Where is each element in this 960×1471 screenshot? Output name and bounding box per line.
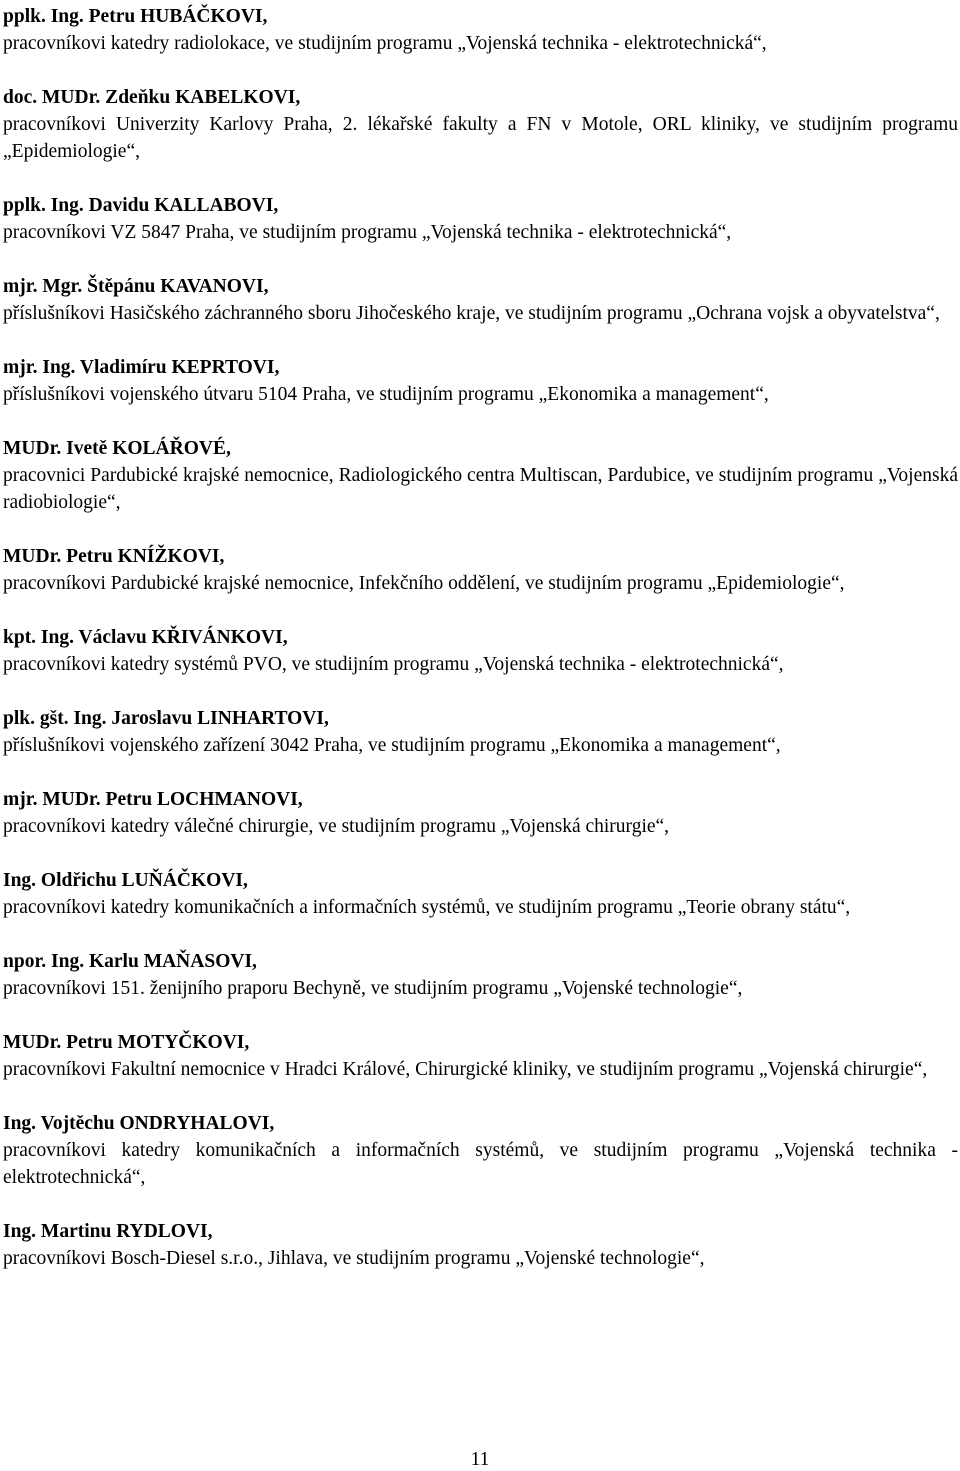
recipient-description: příslušníkovi Hasičského záchranného sboru Jihočeského kraje, ve studijním programu „Ochrana vojsk a obyvatelstva“, [3, 303, 940, 324]
list-item [3, 3, 958, 57]
recipient-description: pracovníkovi katedry radiolokace, ve studijním programu „Vojenská technika - elektrotechnická“, [3, 33, 767, 54]
list-item [3, 354, 958, 408]
recipient-description: pracovníkovi 151. ženijního praporu Bechyně, ve studijním programu „Vojenské technologie“, [3, 978, 743, 999]
list-item [3, 84, 958, 165]
recipient-description: pracovnici Pardubické krajské nemocnice, Radiologického centra Multiscan, Pardubice, ve studijním programu „Vojenská radiobiologie“, [3, 465, 958, 513]
recipient-description: příslušníkovi vojenského zařízení 3042 Praha, ve studijním programu „Ekonomika a management“, [3, 735, 781, 756]
list-item [3, 786, 958, 840]
recipient-name: npor. Ing. Karlu MAŇASOVI, [3, 951, 257, 972]
recipient-description: pracovníkovi katedry systémů PVO, ve studijním programu „Vojenská technika - elektrotechnická“, [3, 654, 784, 675]
recipient-name: MUDr. Petru MOTYČKOVI, [3, 1032, 250, 1053]
recipient-name: MUDr. Ivetě KOLÁŘOVÉ, [3, 438, 231, 459]
list-item [3, 1110, 958, 1191]
list-item [3, 705, 958, 759]
list-item [3, 543, 958, 597]
recipient-description: pracovníkovi Fakultní nemocnice v Hradci Králové, Chirurgické kliniky, ve studijním programu „Vojenská chirurgie“, [3, 1059, 928, 1080]
page-number: 11 [470, 1449, 490, 1470]
list-item [3, 435, 958, 516]
recipient-description: pracovníkovi Univerzity Karlovy Praha, 2. lékařské fakulty a FN v Motole, ORL kliniky, ve studijním programu „Epidemiologie“, [3, 114, 958, 162]
document-page [3, 3, 958, 1299]
recipient-name: Ing. Oldřichu LUŇÁČKOVI, [3, 870, 248, 891]
recipient-name: mjr. Mgr. Štěpánu KAVANOVI, [3, 276, 269, 297]
recipient-description: pracovníkovi katedry komunikačních a informačních systémů, ve studijním programu „Teorie obrany státu“, [3, 897, 851, 918]
list-item [3, 867, 958, 921]
list-item [3, 273, 958, 327]
recipient-description: příslušníkovi vojenského útvaru 5104 Praha, ve studijním programu „Ekonomika a management“, [3, 384, 769, 405]
recipient-description: pracovníkovi VZ 5847 Praha, ve studijním programu „Vojenská technika - elektrotechnická“, [3, 222, 732, 243]
recipient-name: doc. MUDr. Zdeňku KABELKOVI, [3, 87, 301, 108]
recipient-description: pracovníkovi Pardubické krajské nemocnice, Infekčního oddělení, ve studijním programu „Epidemiologie“, [3, 573, 845, 594]
recipient-name: plk. gšt. Ing. Jaroslavu LINHARTOVI, [3, 708, 329, 729]
recipient-description: pracovníkovi Bosch-Diesel s.r.o., Jihlava, ve studijním programu „Vojenské technologie“, [3, 1248, 705, 1269]
recipient-name: mjr. Ing. Vladimíru KEPRTOVI, [3, 357, 280, 378]
recipient-description: pracovníkovi katedry komunikačních a informačních systémů, ve studijním programu „Vojenská technika - elektrotechnická“, [3, 1140, 958, 1188]
recipient-name: pplk. Ing. Petru HUBÁČKOVI, [3, 6, 268, 27]
list-item [3, 1218, 958, 1272]
recipient-name: Ing. Martinu RYDLOVI, [3, 1221, 213, 1242]
recipient-name: Ing. Vojtěchu ONDRYHALOVI, [3, 1113, 275, 1134]
recipient-description: pracovníkovi katedry válečné chirurgie, ve studijním programu „Vojenská chirurgie“, [3, 816, 670, 837]
list-item [3, 1029, 958, 1083]
list-item [3, 624, 958, 678]
list-item [3, 192, 958, 246]
recipient-name: MUDr. Petru KNÍŽKOVI, [3, 546, 225, 567]
recipient-name: kpt. Ing. Václavu KŘIVÁNKOVI, [3, 627, 288, 648]
recipient-name: mjr. MUDr. Petru LOCHMANOVI, [3, 789, 303, 810]
recipient-name: pplk. Ing. Davidu KALLABOVI, [3, 195, 279, 216]
list-item [3, 948, 958, 1002]
